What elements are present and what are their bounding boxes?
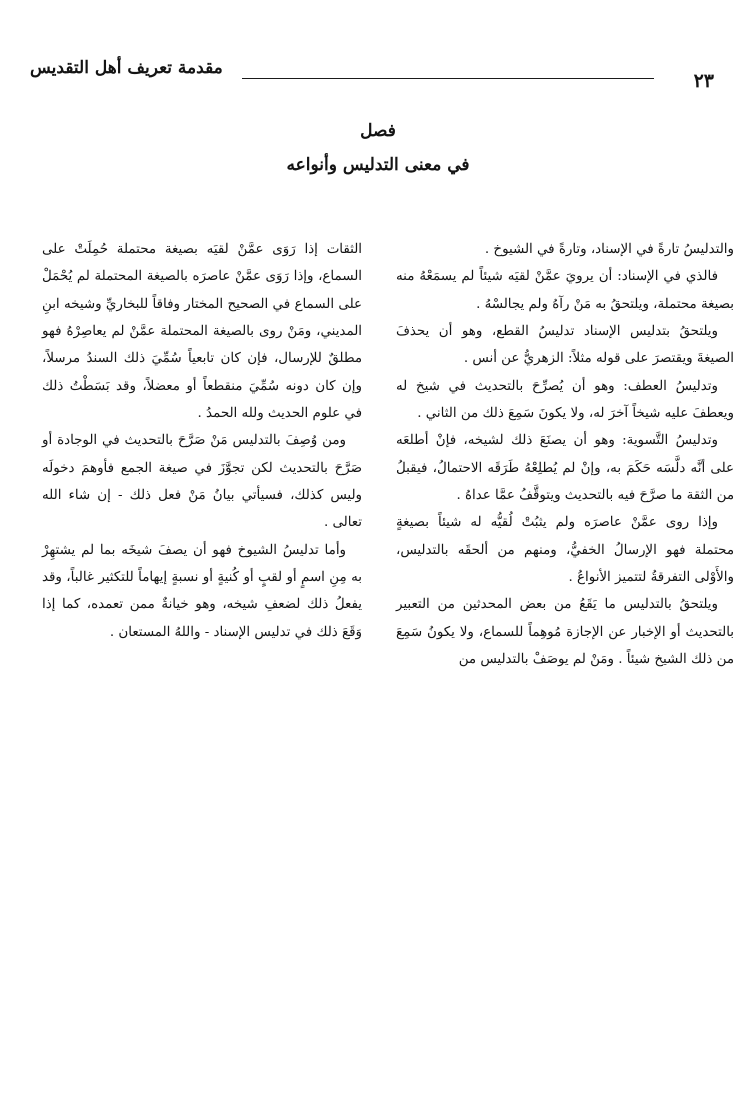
section-title: في معنى التدليس وأنواعه (286, 155, 470, 175)
running-title: مقدمة تعريف أهل التقديس (30, 58, 223, 78)
page-number: ٢٣ (693, 70, 714, 92)
paragraph: فالذي في الإسناد: أن يرويَ عمَّنْ لقيَه شيئاً لم يسمَعْهُ منه بصيغة محتملة، ويلتحقُ به مَنْ رآهُ ولم يجالسْهُ . (396, 269, 734, 312)
page-header (30, 58, 714, 92)
paragraph: وتدليسُ التَّسوية: وهو أن يصنَعَ ذلك لشيخه، فإنْ أطلعَه على أنَّه دلَّسَه حَكَمَ به، وإنْ لم يُطلِعْهُ طَرَقَه الاحتمالُ، فيقبلُ من الثقة ما صرَّحَ فيه بالتحديث ويتوقَّفُ عمَّا عداهُ . (396, 433, 734, 504)
paragraph: ويلتحقُ بالتدليس ما يَقَعُ من بعض المحدثين من التعبير بالتحديث أو الإخبار عن الإجازة مُوهِماً للسماع، ولا يكونُ سَمِعَ من ذلك الشيخ شيئاً . ومَنْ لم يوصَفْ بالتدليس من (396, 597, 734, 668)
paragraph: ويلتحقُ بتدليس الإسناد تدليسُ القطع، وهو أن يحذفَ الصيغةَ ويقتصرَ على قوله مثلاً: الزهريُّ عن أنس . (396, 324, 734, 367)
right-column (396, 236, 734, 674)
paragraph: وتدليسُ العطف: وهو أن يُصرِّحَ بالتحديث في شيخ له ويعطفَ عليه شيخاً آخرَ له، ولا يكونَ سَمِعَ ذلك من الثاني . (396, 378, 734, 422)
left-column (42, 236, 362, 646)
paragraph: وأما تدليسُ الشيوخ فهو أن يصفَ شيخَه بما لم يشتهِرْ به مِنِ اسمٍ أو لقبٍ أو كُنيةٍ أو نسبةٍ إيهاماً للتكثير غالباً، وقد يفعلُ ذلك لضعفِ شيخه، وهو خيانةٌ ممن تعمده، كما إذا وَقَعَ ذلك في تدليس الإسناد - واللهُ المستعان . (42, 542, 362, 640)
section-label: فصل (360, 121, 396, 141)
paragraph: ومن وُصِفَ بالتدليس مَنْ صَرَّحَ بالتحديث في الوجادة أو صَرَّحَ بالتحديث لكن تجوَّزَ في صيغة الجمع فأوهمَ دخولَه وليس كذلك، فسيأتي بيانُ مَنْ فعل ذلك - إن شاء الله تعالى . (42, 433, 362, 531)
paragraph: والتدليسُ تارةً في الإسناد، وتارةً في الشيوخ . (484, 242, 734, 257)
section-heading (0, 118, 756, 180)
header-rule (242, 78, 654, 79)
paragraph: الثقات إذا رَوَى عمَّنْ لقيَه بصيغة محتملة حُمِلَتْ على السماع، وإذا رَوَى عمَّنْ عاصرَه بالصيغة المحتملة لم يُحْمَلْ على السماع في الصحيح المختار وفاقاً للبخاريِّ وشيخه ابنِ المديني، ومَنْ روى بالصيغة المحتملة عمَّنْ لم يعاصِرْهُ فهو مطلقٌ للإرسال، فإن كان تابعياً سُمِّيَ ذلك السندُ مرسلاً، وإن كان دونه سُمِّيَ منقطعاً أو معضلاً، وقد بَسَطْتُ ذلك في علوم الحديث ولله الحمدُ . (42, 242, 362, 422)
paragraph: وإذا روى عمَّنْ عاصرَه ولم يثبُتْ لُقيُّه له شيئاً بصيغةٍ محتملة فهو الإرسالُ الخفيُّ، ومنهم من ألحقَه بالتدليس، والأَوْلى التفرقةُ لتتميز الأنواعُ . (396, 515, 734, 586)
